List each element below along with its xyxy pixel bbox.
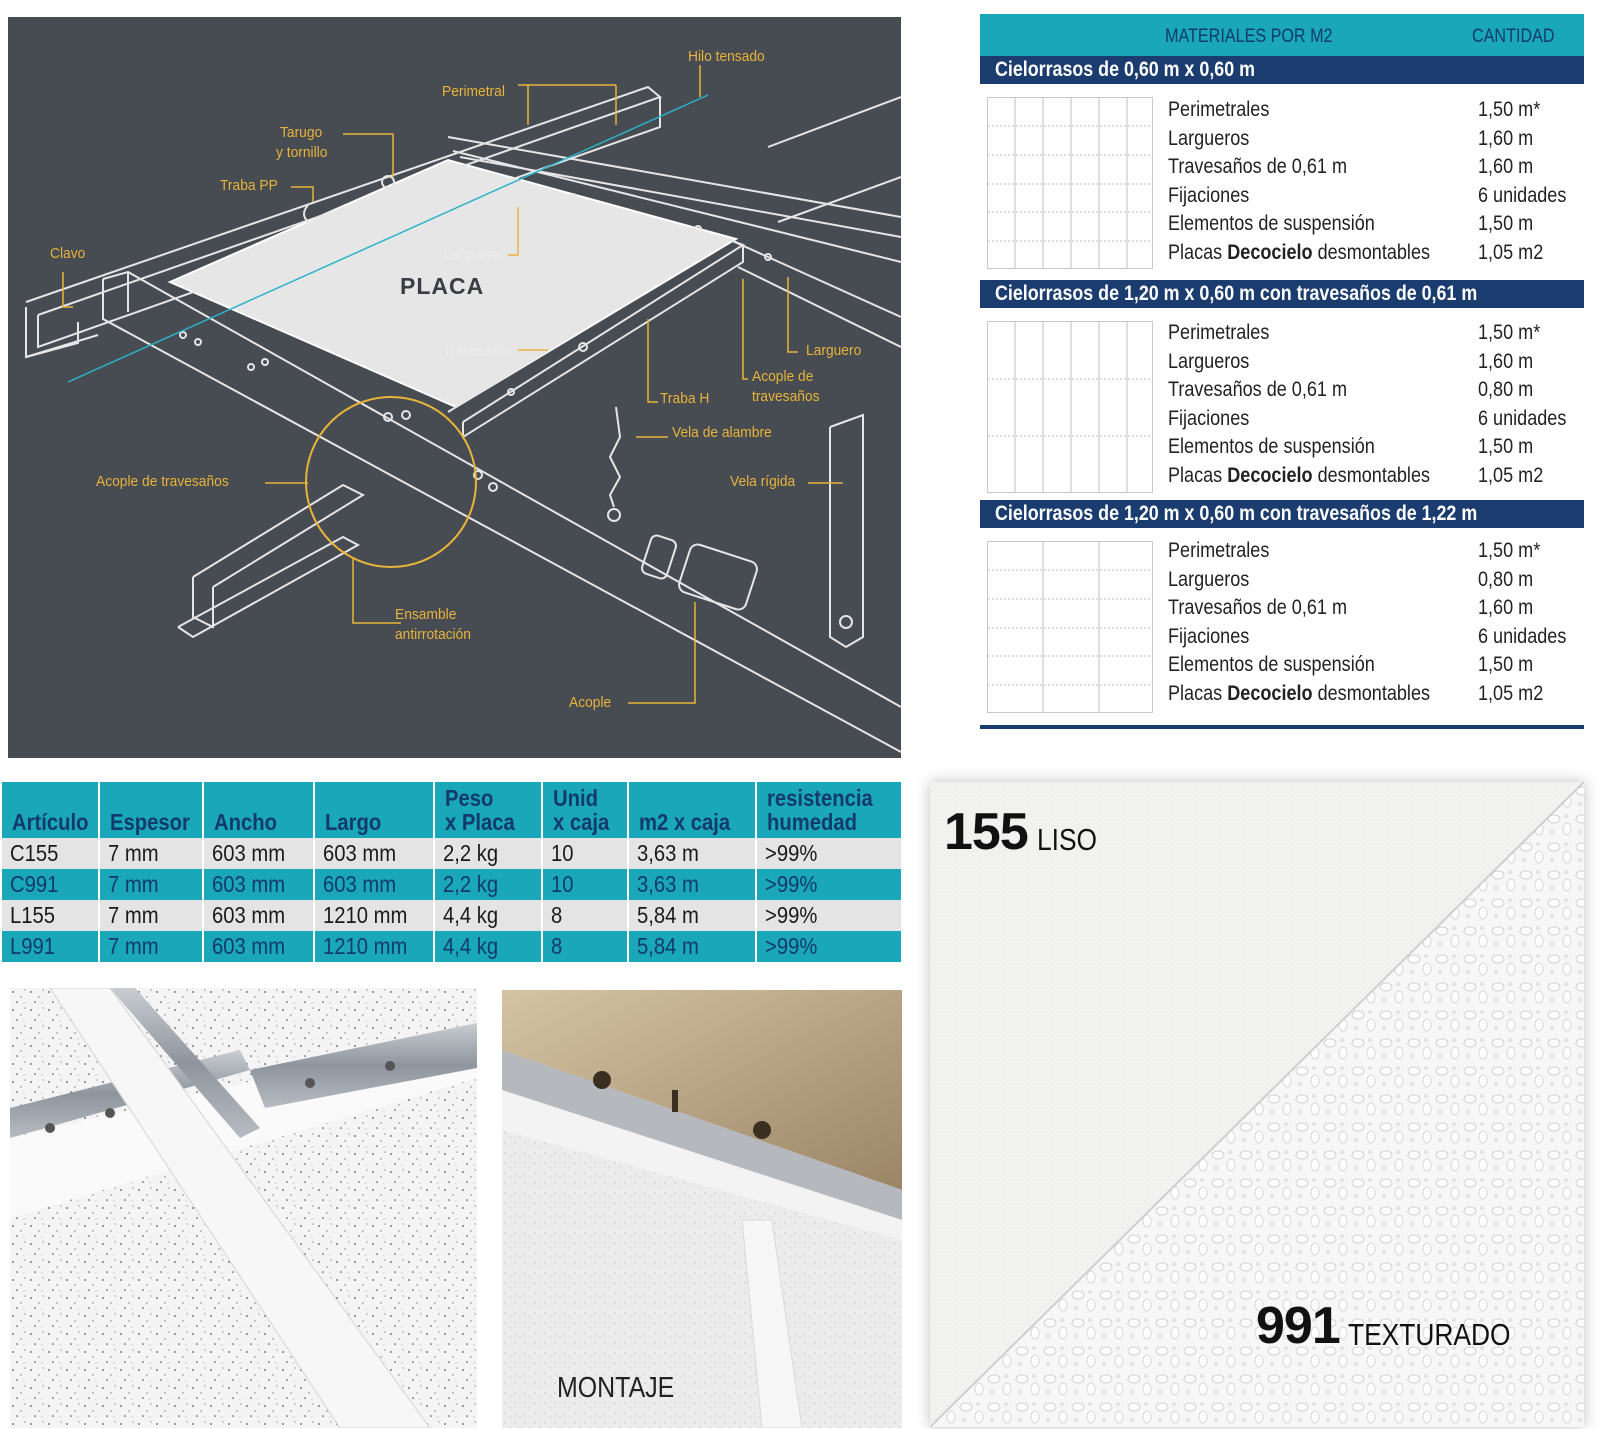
photo-ceiling-grid — [10, 988, 477, 1428]
name-texturado: TEXTURADO — [1348, 1317, 1511, 1352]
table-header-row — [2, 782, 901, 838]
label-acople-de-travesanos: Acople de travesaños — [96, 473, 229, 490]
layout-grid-icon — [987, 321, 1153, 493]
name-liso: LISO — [1037, 822, 1098, 857]
photo-montaje — [502, 990, 902, 1428]
material-row: Placas Decocielo desmontables 1,05 m2 — [1168, 681, 1544, 705]
label-acople-de: Acople de — [752, 368, 814, 385]
label-larguero-right: Larguero — [806, 342, 862, 359]
section-title: Cielorrasos de 1,20 m x 0,60 m con travesaños de 1,22 m — [980, 500, 1584, 528]
code-155: 155 — [944, 803, 1028, 861]
material-row: Elementos de suspensión 1,50 m — [1168, 435, 1534, 458]
col-ancho: Ancho — [203, 782, 314, 838]
label-traba-h: Traba H — [660, 390, 710, 407]
label-hilo-tensado: Hilo tensado — [688, 48, 765, 65]
material-row: Fijaciones 6 unidades — [1168, 406, 1567, 430]
label-traba-pp: Traba PP — [220, 177, 278, 194]
label-travesanos: travesaños — [752, 388, 820, 405]
label-acople: Acople — [569, 694, 612, 711]
section-items — [1168, 319, 1584, 490]
label-tornillo: y tornillo — [276, 144, 328, 161]
material-row: Travesaños de 0,61 m 1,60 m — [1168, 596, 1534, 619]
materials-header — [980, 14, 1584, 56]
material-row: Largueros 1,60 m — [1168, 126, 1534, 150]
material-row: Largueros 1,60 m — [1168, 349, 1534, 373]
code-991: 991 — [1256, 1297, 1340, 1355]
header-materiales: MATERIALES POR M2 — [1165, 26, 1333, 47]
label-tarugo: Tarugo — [280, 124, 323, 141]
section-items — [1168, 96, 1584, 267]
section-items — [1168, 537, 1584, 708]
material-row: Placas Decocielo desmontables 1,05 m2 — [1168, 240, 1544, 264]
material-row: Perimetrales 1,50 m* — [1168, 98, 1541, 121]
label-vela-alambre: Vela de alambre — [672, 424, 772, 441]
col-m2: m2 x caja — [628, 782, 756, 838]
montaje-label: MONTAJE — [557, 1372, 675, 1404]
material-row: Elementos de suspensión 1,50 m — [1168, 212, 1534, 235]
section-title: Cielorrasos de 0,60 m x 0,60 m — [980, 56, 1584, 84]
montaje-photo-illustration — [502, 990, 902, 1428]
table-row: L991 7 mm 603 mm 1210 mm 4,4 kg 8 5,84 m >99% — [2, 931, 901, 962]
material-row: Travesaños de 0,61 m 0,80 m — [1168, 378, 1534, 401]
label-perimetral: Perimetral — [442, 83, 505, 100]
table-row: C155 7 mm 603 mm 603 mm 2,2 kg 10 3,63 m >99% — [2, 838, 901, 869]
ceiling-system-diagram — [8, 17, 901, 758]
placa-label: PLACA — [400, 273, 485, 299]
texture-samples — [930, 782, 1584, 1427]
header-cantidad: CANTIDAD — [1472, 26, 1555, 47]
material-row: Elementos de suspensión 1,50 m — [1168, 653, 1534, 676]
col-resistencia: resistencia humedad — [756, 782, 901, 838]
layout-grid-icon — [987, 541, 1153, 713]
section-title: Cielorrasos de 1,20 m x 0,60 m con travesaños de 0,61 m — [980, 280, 1584, 308]
material-row: Travesaños de 0,61 m 1,60 m — [1168, 155, 1534, 178]
product-specs-table — [2, 782, 901, 962]
table-row: L155 7 mm 603 mm 1210 mm 4,4 kg 8 5,84 m >99% — [2, 900, 901, 931]
material-row: Fijaciones 6 unidades — [1168, 624, 1567, 648]
grid-photo-illustration — [10, 988, 477, 1428]
col-largo: Largo — [314, 782, 434, 838]
material-row: Largueros 0,80 m — [1168, 567, 1534, 591]
materials-per-m2-table — [980, 14, 1584, 730]
label-antirrotacion: antirrotación — [395, 626, 471, 643]
table-row: C991 7 mm 603 mm 603 mm 2,2 kg 10 3,63 m >99% — [2, 869, 901, 900]
table-bottom-rule — [980, 725, 1584, 729]
col-peso: Peso x Placa — [434, 782, 542, 838]
label-travesano: Travesaño — [443, 342, 508, 359]
col-unid: Unid x caja — [542, 782, 628, 838]
material-row: Fijaciones 6 unidades — [1168, 183, 1567, 207]
layout-grid-icon — [987, 97, 1153, 269]
material-row: Placas Decocielo desmontables 1,05 m2 — [1168, 463, 1544, 487]
col-articulo: Artículo — [2, 782, 99, 838]
label-ensamble: Ensamble — [395, 606, 457, 623]
label-vela-rigida: Vela rígida — [730, 473, 796, 490]
col-espesor: Espesor — [99, 782, 203, 838]
material-row: Perimetrales 1,50 m* — [1168, 321, 1541, 344]
label-clavo: Clavo — [50, 245, 86, 262]
label-larguero-top: Larguero — [444, 246, 500, 263]
material-row: Perimetrales 1,50 m* — [1168, 539, 1541, 562]
detail-circle — [306, 397, 476, 567]
